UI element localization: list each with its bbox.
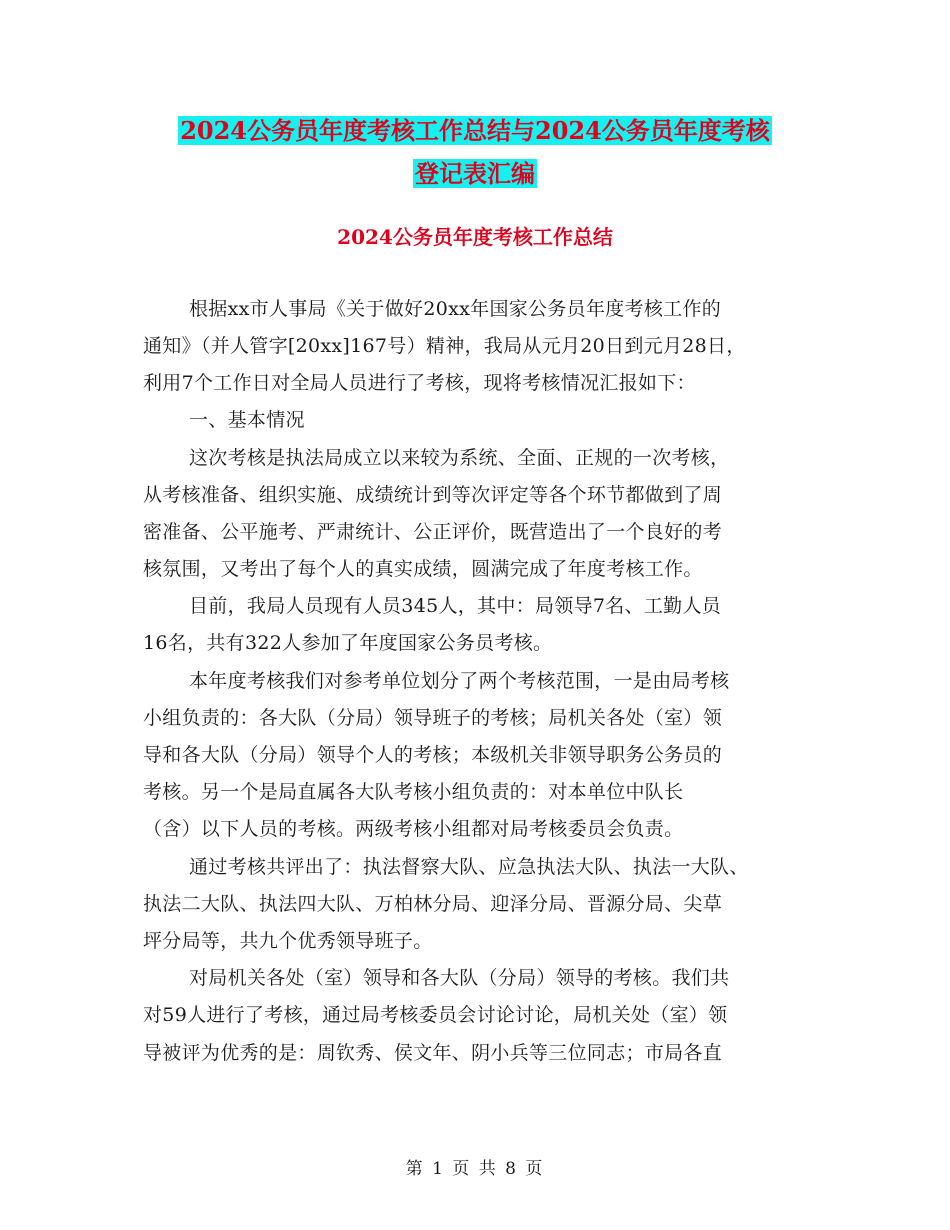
body-line: 考核。另一个是局直属各大队考核小组负责的：对本单位中队长	[143, 781, 684, 803]
body-line: 通知》（并人管字[20xx]167号）精神，我局从元月20日到元月28日，	[143, 335, 746, 357]
page-number-footer: 第 1 页 共 8 页	[405, 1159, 545, 1179]
body-line: （含）以下人员的考核。两级考核小组都对局考核委员会负责。	[143, 818, 684, 840]
document-title-text-1: 2024公务员年度考核工作总结与2024公务员年度考核	[180, 116, 770, 145]
body-line: 从考核准备、组织实施、成绩统计到等次评定等各个环节都做到了周	[143, 484, 723, 506]
body-line: 目前，我局人员现有人员345人，其中：局领导7名、工勤人员	[189, 595, 722, 617]
body-line: 一、基本情况	[189, 409, 305, 431]
document-title-text-2: 登记表汇编	[415, 159, 535, 188]
section-heading: 2024公务员年度考核工作总结	[337, 225, 613, 249]
body-line: 坪分局等，共九个优秀领导班子。	[143, 930, 433, 952]
body-line: 核氛围，又考出了每个人的真实成绩，圆满完成了年度考核工作。	[143, 558, 703, 580]
body-line: 利用7个工作日对全局人员进行了考核，现将考核情况汇报如下：	[143, 372, 696, 394]
document-title-line-2	[0, 157, 950, 191]
body-line: 对59人进行了考核，通过局考核委员会讨论讨论，局机关处（室）领	[143, 1004, 728, 1026]
body-line: 对局机关各处（室）领导和各大队（分局）领导的考核。我们共	[189, 967, 730, 989]
body-line: 执法二大队、执法四大队、万柏林分局、迎泽分局、晋源分局、尖草	[143, 893, 723, 915]
body-line: 16名，共有322人参加了年度国家公务员考核。	[143, 632, 553, 654]
body-line: 这次考核是执法局成立以来较为系统、全面、正规的一次考核，	[189, 447, 730, 469]
body-line: 本年度考核我们对参考单位划分了两个考核范围，一是由局考核	[189, 670, 730, 692]
body-line: 密准备、公平施考、严肃统计、公正评价，既营造出了一个良好的考	[143, 521, 723, 543]
body-line: 导和各大队（分局）领导个人的考核；本级机关非领导职务公务员的	[143, 744, 723, 766]
body-line: 通过考核共评出了：执法督察大队、应急执法大队、执法一大队、	[189, 856, 749, 878]
body-line: 导被评为优秀的是：周钦秀、侯文年、阴小兵等三位同志；市局各直	[143, 1042, 723, 1064]
document-title-line-1	[0, 114, 950, 148]
body-line: 小组负责的：各大队（分局）领导班子的考核；局机关各处（室）领	[143, 707, 723, 729]
body-line: 根据xx市人事局《关于做好20xx年国家公务员年度考核工作的	[189, 298, 722, 320]
